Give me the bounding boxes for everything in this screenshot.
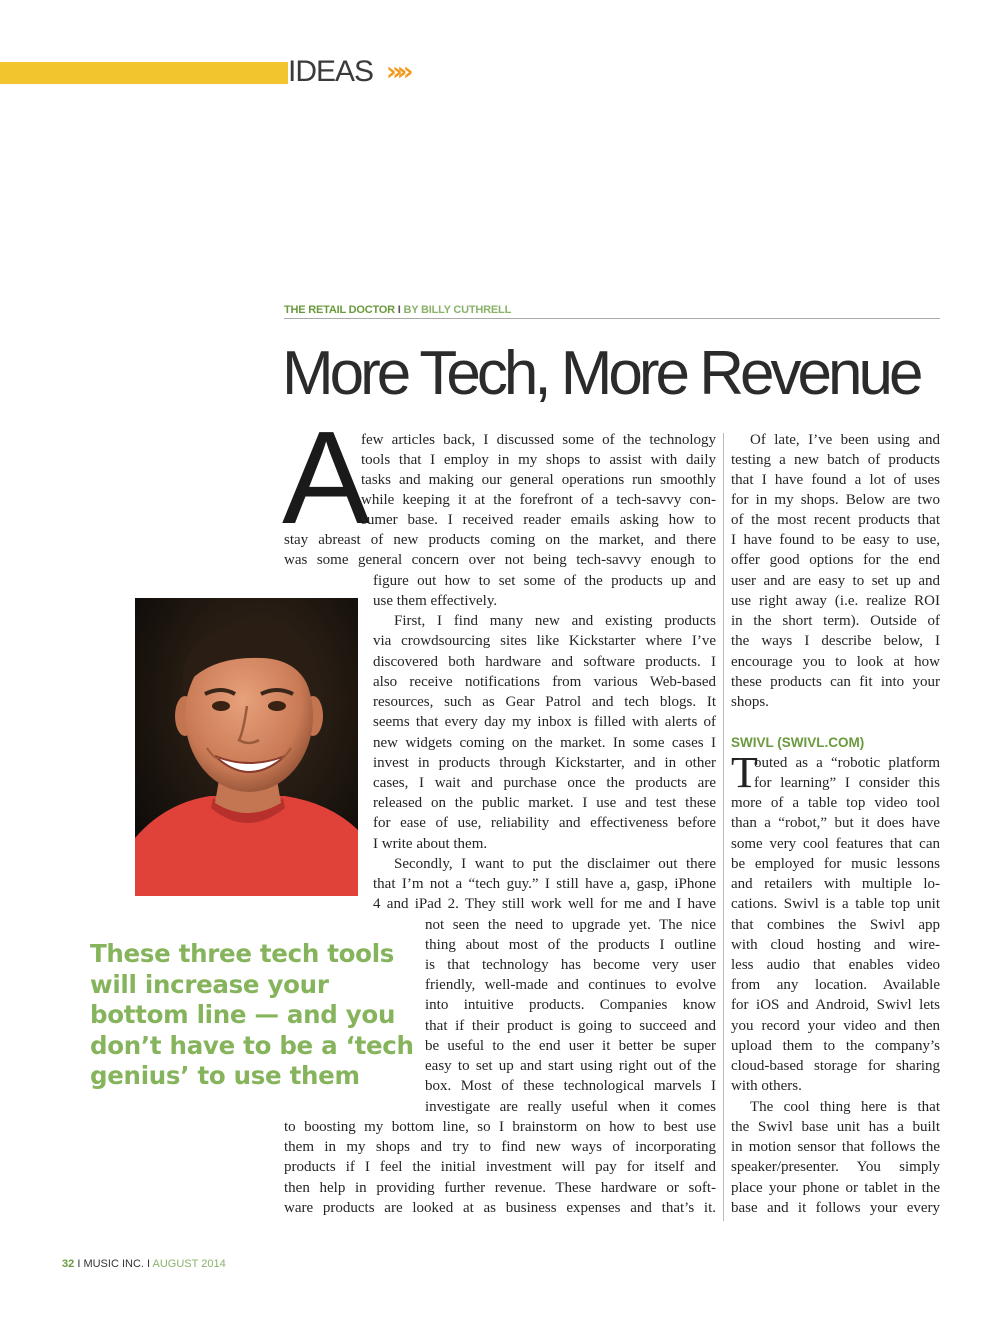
body-line: use them effectively. (373, 593, 498, 609)
body-line: and retailers with multiple lo- (731, 876, 940, 892)
body-line: The cool thing here is that (750, 1099, 940, 1115)
body-line: products if I feel the initial investment will pay for itself and (284, 1159, 716, 1175)
body-line: that I have found a lot of uses (731, 472, 940, 488)
column-name: THE RETAIL DOCTOR (284, 304, 395, 316)
body-line: thing about most of the products I outline (425, 937, 716, 953)
body-line: place your phone or tablet in the (731, 1180, 940, 1196)
body-line: for learning” I consider this (754, 775, 940, 791)
section-accent-bar (0, 62, 288, 84)
body-line: upload them to the company’s (731, 1038, 940, 1054)
body-line: speaker/presenter. You simply (731, 1159, 940, 1175)
section-label: IDEAS (288, 55, 374, 88)
body-line: I have found to be easy to use, (731, 532, 940, 548)
body-line: them in my shops and try to find new ways of incorporating (284, 1139, 716, 1155)
body-line: cloud-based storage for sharing (731, 1058, 940, 1074)
issue-date: AUGUST 2014 (152, 1258, 226, 1270)
body-line: user and are easy to set up and (731, 573, 940, 589)
body-line: more of a table top video tool (731, 795, 940, 811)
body-line: cations. Swivl is a table top unit (731, 896, 940, 912)
body-line: stay abreast of new products coming on the market, and there (284, 532, 716, 548)
body-line: also receive notifications from various Web-based (373, 674, 716, 690)
body-line: you record your video and then (731, 1018, 940, 1034)
body-line: the Swivl base unit has a built (731, 1119, 940, 1135)
body-line: investigate are really useful when it comes (425, 1099, 716, 1115)
footer-separator: I (147, 1258, 151, 1270)
body-line: encourage you to look at how (731, 654, 940, 670)
magazine-name: MUSIC INC. (83, 1258, 144, 1270)
pull-quote-line: will increase your (90, 969, 329, 999)
pull-quote-line: don’t have to be a ‘tech (90, 1030, 414, 1060)
body-line: resources, such as Gear Patrol and tech blogs. It (373, 694, 716, 710)
pull-quote-line: genius’ to use them (90, 1061, 360, 1090)
body-line: while keeping it at the forefront of a tech-savvy con- (361, 492, 716, 508)
body-line: not seen the need to upgrade yet. The nice (425, 917, 716, 933)
author-photo (135, 598, 358, 896)
page-footer (62, 1256, 226, 1272)
body-line: invest in products through Kickstarter, and in other (373, 755, 716, 771)
body-line: offer good options for the end (731, 552, 940, 568)
article-title: More Tech, More Revenue (282, 339, 920, 408)
body-line: Of late, I’ve been using and (750, 432, 940, 448)
body-line: that I’m not a “tech guy.” I still have a, gasp, iPhone (373, 876, 716, 892)
body-line: with others. (731, 1078, 802, 1094)
body-line: released on the public market. I use and test these (373, 795, 716, 811)
footer-separator: I (77, 1258, 81, 1270)
chevron-right-icon: »» (386, 57, 408, 87)
pull-quote-line: These three tech tools (90, 939, 395, 968)
body-line: tools that I employ in my shops to assist with daily (361, 452, 716, 468)
body-line: that combines the Swivl app (731, 917, 940, 933)
body-line: these products can fit into your (731, 674, 940, 690)
body-line: seems that every day my inbox is filled with alerts of (373, 714, 716, 730)
body-line: box. Most of these technological marvels I (425, 1078, 716, 1094)
pull-quote (90, 939, 420, 1094)
body-line: sumer base. I received reader emails asking how to (361, 512, 716, 528)
body-line: was some general concern over not being tech-savvy enough to (284, 552, 716, 568)
author-name: BY BILLY CUTHRELL (403, 304, 512, 316)
body-line: be employed for music lessons (731, 856, 940, 872)
page-number: 32 (62, 1258, 75, 1270)
body-line: for in my shops. Below are two (731, 492, 940, 508)
body-line: is that technology has become very user (425, 957, 716, 973)
body-line: for iOS and Android, Swivl lets (731, 997, 940, 1013)
body-line: I write about them. (373, 836, 488, 852)
pull-quote-line: bottom line — and you (90, 1000, 396, 1029)
body-line: tasks and making our general operations run smoothly (361, 472, 716, 488)
body-line: with cloud hosting and wire- (731, 937, 940, 953)
body-line: from any location. Available (731, 977, 940, 993)
section-subhead: SWIVL (SWIVL.COM) (731, 735, 865, 750)
byline (284, 302, 940, 319)
body-line: in the short term). Outside of (731, 613, 940, 629)
body-line: via crowdsourcing sites like Kickstarter where I’ve (373, 633, 716, 649)
body-line: outed as a “robotic platform (754, 755, 940, 771)
body-line: of the most recent products that (731, 512, 940, 528)
body-line: Secondly, I want to put the disclaimer out there (394, 856, 716, 872)
body-line: ware products are looked at as business expenses and that’s it. (284, 1200, 716, 1216)
body-line: discovered both hardware and software products. I (373, 654, 716, 670)
column-divider (723, 433, 724, 1221)
drop-cap: T (731, 748, 758, 797)
body-line: less audio that enables video (731, 957, 940, 973)
body-line: use right away (i.e. realize ROI (731, 593, 940, 609)
body-line: base and it follows your every (731, 1200, 940, 1216)
body-line: that if their product is going to succeed and (425, 1018, 716, 1034)
body-line: some very cool features that can (731, 836, 940, 852)
body-line: cases, I wait and purchase once the products are (373, 775, 716, 791)
body-line: 4 and iPad 2. They still work well for me and I have (373, 896, 716, 912)
body-line: for ease of use, reliability and effectiveness before (373, 815, 716, 831)
byline-separator: I (397, 304, 401, 316)
body-line: easy to set up and start using right out of the (425, 1058, 716, 1074)
body-line: into intuitive products. Companies know (425, 997, 716, 1013)
body-line: then help in providing further revenue. These hardware or soft- (284, 1180, 716, 1196)
body-line: the ways I describe below, I (731, 633, 940, 649)
body-line: testing a new batch of products (731, 452, 940, 468)
body-line: in motion sensor that follows the (731, 1139, 940, 1155)
body-line: figure out how to set some of the products up and (373, 573, 716, 589)
drop-cap: A (282, 404, 371, 551)
body-line: new widgets coming on the market. In some cases I (373, 735, 716, 751)
body-line: shops. (731, 694, 769, 710)
body-line: few articles back, I discussed some of the technology (361, 432, 716, 448)
body-line: to boosting my bottom line, so I brainstorm on how to best use (284, 1119, 716, 1135)
body-line: than a “robot,” but it does have (731, 815, 940, 831)
body-line: be useful to the end user it better be super (425, 1038, 716, 1054)
body-line: friendly, well-made and continues to evolve (425, 977, 716, 993)
body-line: First, I find many new and existing products (394, 613, 716, 629)
